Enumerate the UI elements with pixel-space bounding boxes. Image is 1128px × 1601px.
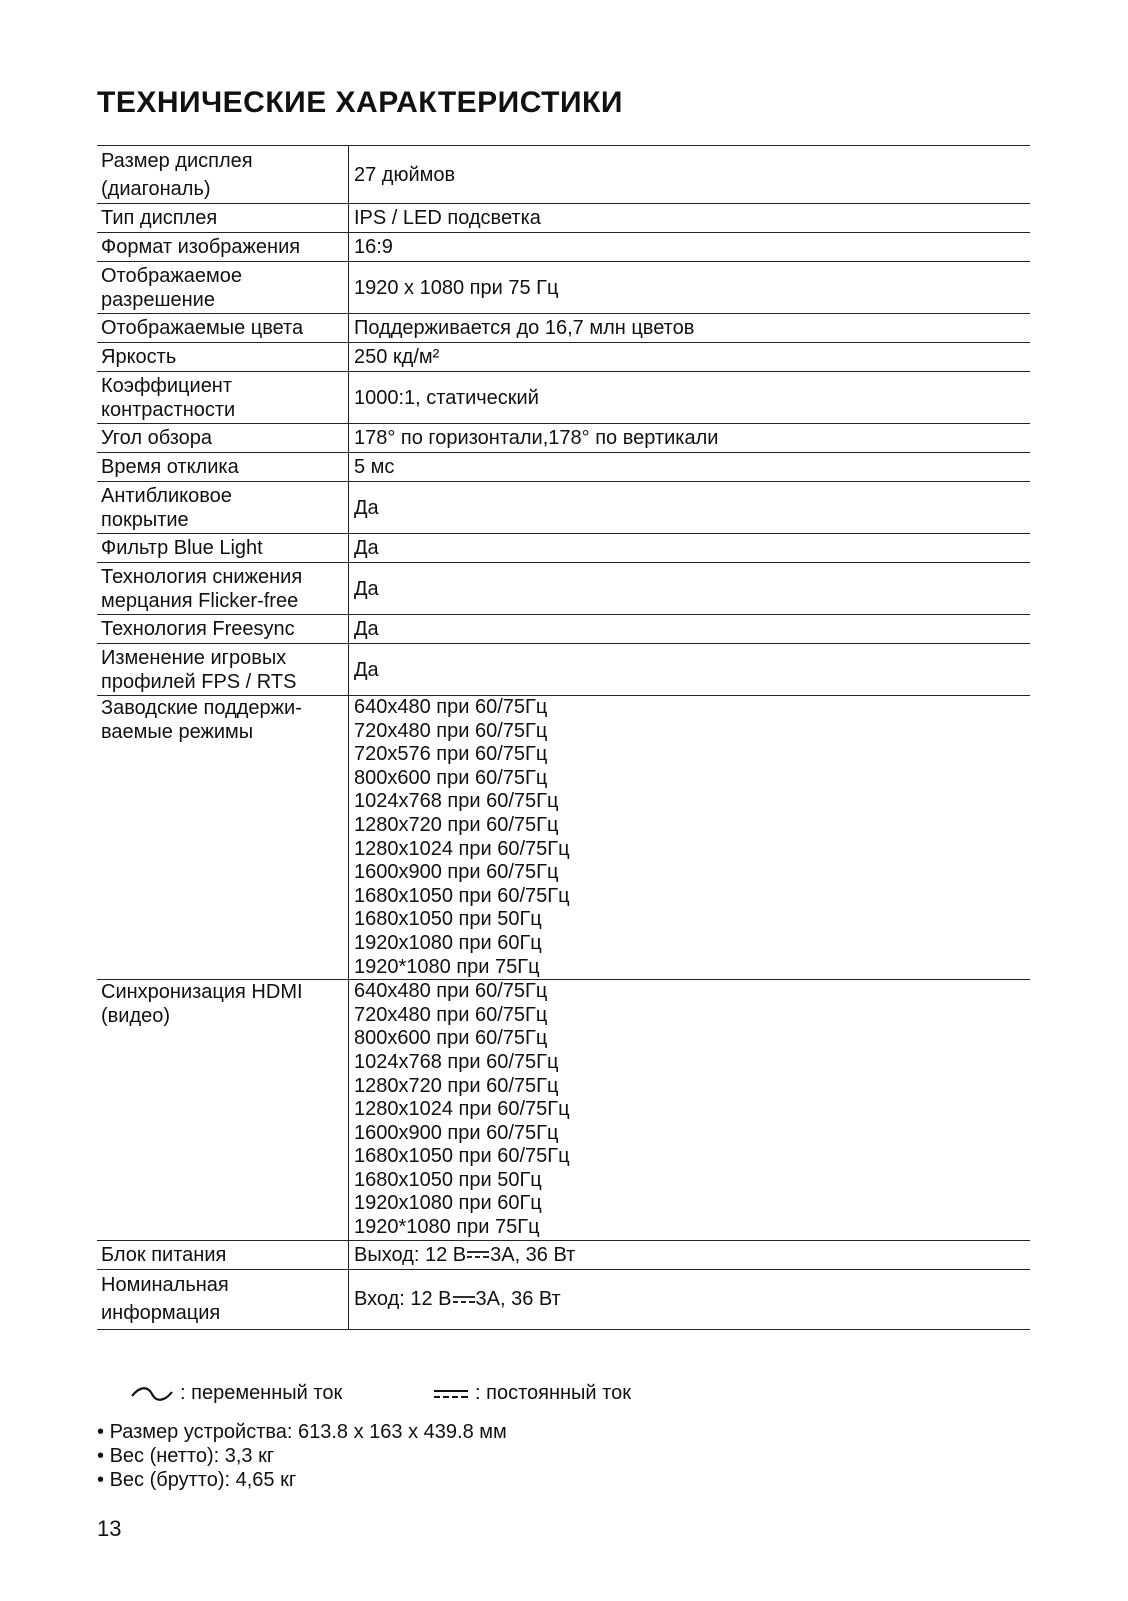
- cell-line: 720x480 при 60/75Гц: [354, 719, 548, 742]
- cell-line: 1920*1080 при 75Гц: [354, 955, 540, 978]
- cell-line: IPS / LED подсветка: [354, 207, 541, 229]
- spec-value: [349, 1240, 1031, 1269]
- cell-line: Технология Freesync: [101, 618, 295, 640]
- cell-line: 1680x1050 при 60/75Гц: [354, 884, 570, 907]
- cell-line: 1280x720 при 60/75Гц: [354, 813, 559, 836]
- spec-value: [349, 615, 1031, 644]
- cell-line: Отображаемое: [101, 264, 242, 287]
- legend-dc-label: : постоянный ток: [475, 1382, 631, 1404]
- spec-value: [349, 343, 1031, 372]
- cell-line: Размер дисплея: [101, 149, 253, 172]
- cell-line: Антибликовое: [101, 484, 232, 507]
- spec-value: [349, 1269, 1031, 1329]
- table-row: [97, 372, 1030, 424]
- spec-label: [97, 343, 349, 372]
- cell-line: Да: [354, 537, 379, 559]
- cell-line: Формат изображения: [101, 236, 301, 258]
- spec-value: [349, 262, 1031, 314]
- spec-value: [349, 534, 1031, 563]
- cell-line: контрастности: [101, 398, 236, 421]
- table-row: [97, 233, 1030, 262]
- table-row: [97, 615, 1030, 644]
- spec-value: [349, 372, 1031, 424]
- power-suffix: 3A, 36 Вт: [490, 1243, 576, 1266]
- net-weight: • Вес (нетто): 3,3 кг: [97, 1444, 507, 1468]
- spec-value: [349, 314, 1031, 343]
- spec-value: [349, 563, 1031, 615]
- spec-value: [349, 482, 1031, 534]
- cell-line: Тип дисплея: [101, 207, 218, 229]
- cell-line: Поддерживается до 16,7 млн цветов: [354, 317, 695, 339]
- spec-label: [97, 644, 349, 696]
- table-row: [97, 204, 1030, 233]
- cell-line: 720x576 при 60/75Гц: [354, 743, 548, 766]
- table-row: [97, 424, 1030, 453]
- cell-line: покрытие: [101, 508, 189, 531]
- spec-label: [97, 453, 349, 482]
- gross-weight: • Вес (брутто): 4,65 кг: [97, 1468, 507, 1492]
- cell-line: 1600x900 при 60/75Гц: [354, 861, 559, 884]
- dc-current-icon: [467, 1250, 489, 1260]
- device-info-list: [97, 1420, 507, 1492]
- spec-value: [349, 204, 1031, 233]
- table-row: [97, 453, 1030, 482]
- spec-label: [97, 233, 349, 262]
- spec-value: [349, 146, 1031, 204]
- table-row: [97, 696, 1030, 980]
- cell-line: Фильтр Blue Light: [101, 537, 263, 559]
- table-row: [97, 534, 1030, 563]
- cell-line: 1280x1024 при 60/75Гц: [354, 837, 570, 860]
- table-row: [97, 980, 1030, 1241]
- spec-label: [97, 262, 349, 314]
- cell-line: Синхронизация HDMI: [101, 981, 303, 1004]
- spec-label: [97, 424, 349, 453]
- cell-line: 1920*1080 при 75Гц: [354, 1216, 540, 1239]
- cell-line: ваемые режимы: [101, 721, 254, 743]
- cell-line: 720x480 при 60/75Гц: [354, 1003, 548, 1026]
- cell-line: 640x480 при 60/75Гц: [354, 696, 548, 718]
- cell-line: Технология снижения: [101, 565, 303, 588]
- cell-line: Изменение игровых: [101, 646, 287, 669]
- spec-value: [349, 980, 1031, 1241]
- legend-ac: [130, 1382, 342, 1405]
- spec-label: [97, 204, 349, 233]
- legend-ac-label: : переменный ток: [180, 1382, 343, 1404]
- cell-line: 1920x1080 при 60Гц: [354, 1192, 542, 1215]
- cell-line: Отображаемые цвета: [101, 317, 304, 339]
- spec-table: [97, 145, 1030, 1330]
- cell-line: 800x600 при 60/75Гц: [354, 1027, 548, 1050]
- cell-line: 5 мс: [354, 456, 395, 478]
- dc-current-icon: [453, 1295, 475, 1305]
- power-suffix: 3A, 36 Вт: [475, 1288, 561, 1311]
- cell-line: (диагональ): [101, 177, 211, 200]
- table-row: [97, 1240, 1030, 1269]
- cell-line: 1680x1050 при 50Гц: [354, 908, 542, 931]
- table-row: [97, 644, 1030, 696]
- cell-line: 250 кд/м²: [354, 346, 440, 368]
- spec-label: [97, 314, 349, 343]
- cell-line: Да: [354, 658, 379, 681]
- table-row: [97, 563, 1030, 615]
- spec-label: [97, 372, 349, 424]
- legend-dc: [433, 1382, 631, 1405]
- device-size: • Размер устройства: 613.8 x 163 x 439.8 мм: [97, 1420, 507, 1444]
- cell-line: Заводские поддержи-: [101, 697, 302, 719]
- cell-line: 1600x900 при 60/75Гц: [354, 1121, 559, 1144]
- cell-line: разрешение: [101, 288, 215, 311]
- spec-label: [97, 696, 349, 980]
- table-row: [97, 146, 1030, 204]
- cell-line: 1920 x 1080 при 75 Гц: [354, 276, 559, 299]
- table-row: [97, 482, 1030, 534]
- dc-current-icon: [433, 1388, 469, 1400]
- spec-value: [349, 424, 1031, 453]
- spec-label: [97, 1269, 349, 1329]
- table-row: [97, 1269, 1030, 1329]
- cell-line: 1000:1, статический: [354, 386, 539, 409]
- spec-value: [349, 453, 1031, 482]
- cell-line: 178° по горизонтали,178° по вертикали: [354, 427, 719, 449]
- table-row: [97, 343, 1030, 372]
- spec-label: [97, 534, 349, 563]
- cell-line: 640x480 при 60/75Гц: [354, 980, 548, 1003]
- cell-line: Да: [354, 496, 379, 519]
- cell-line: Коэффициент: [101, 374, 233, 397]
- cell-line: Номинальная: [101, 1274, 229, 1297]
- cell-line: Да: [354, 577, 379, 600]
- cell-line: 1280x1024 при 60/75Гц: [354, 1098, 570, 1121]
- cell-line: 1920x1080 при 60Гц: [354, 931, 542, 954]
- cell-line: (видео): [101, 1005, 171, 1028]
- cell-line: 27 дюймов: [354, 163, 456, 186]
- table-row: [97, 314, 1030, 343]
- spec-value: [349, 696, 1031, 980]
- cell-line: мерцания Flicker-free: [101, 589, 299, 612]
- cell-line: Да: [354, 618, 379, 640]
- spec-label: [97, 482, 349, 534]
- cell-line: Время отклика: [101, 456, 239, 478]
- table-row: [97, 262, 1030, 314]
- spec-value: [349, 233, 1031, 262]
- spec-label: [97, 615, 349, 644]
- cell-line: профилей FPS / RTS: [101, 670, 297, 693]
- ac-current-icon: [130, 1387, 174, 1401]
- page-title: ТЕХНИЧЕСКИЕ ХАРАКТЕРИСТИКИ: [97, 86, 623, 119]
- spec-label: [97, 563, 349, 615]
- cell-line: 1680x1050 при 50Гц: [354, 1168, 542, 1191]
- cell-line: 1024x768 при 60/75Гц: [354, 1050, 559, 1073]
- cell-line: 1680x1050 при 60/75Гц: [354, 1145, 570, 1168]
- cell-line: Угол обзора: [101, 427, 213, 449]
- spec-label: [97, 1240, 349, 1269]
- spec-label: [97, 146, 349, 204]
- page-number: 13: [97, 1516, 122, 1541]
- spec-label: [97, 980, 349, 1241]
- cell-line: Блок питания: [101, 1243, 227, 1266]
- cell-line: 16:9: [354, 236, 393, 258]
- cell-line: 800x600 при 60/75Гц: [354, 766, 548, 789]
- cell-line: Яркость: [101, 346, 177, 368]
- cell-line: 1280x720 при 60/75Гц: [354, 1074, 559, 1097]
- cell-line: информация: [101, 1302, 221, 1325]
- cell-line: 1024x768 при 60/75Гц: [354, 790, 559, 813]
- power-prefix: Выход: 12 В: [354, 1243, 467, 1266]
- spec-value: [349, 644, 1031, 696]
- power-prefix: Вход: 12 В: [354, 1288, 452, 1311]
